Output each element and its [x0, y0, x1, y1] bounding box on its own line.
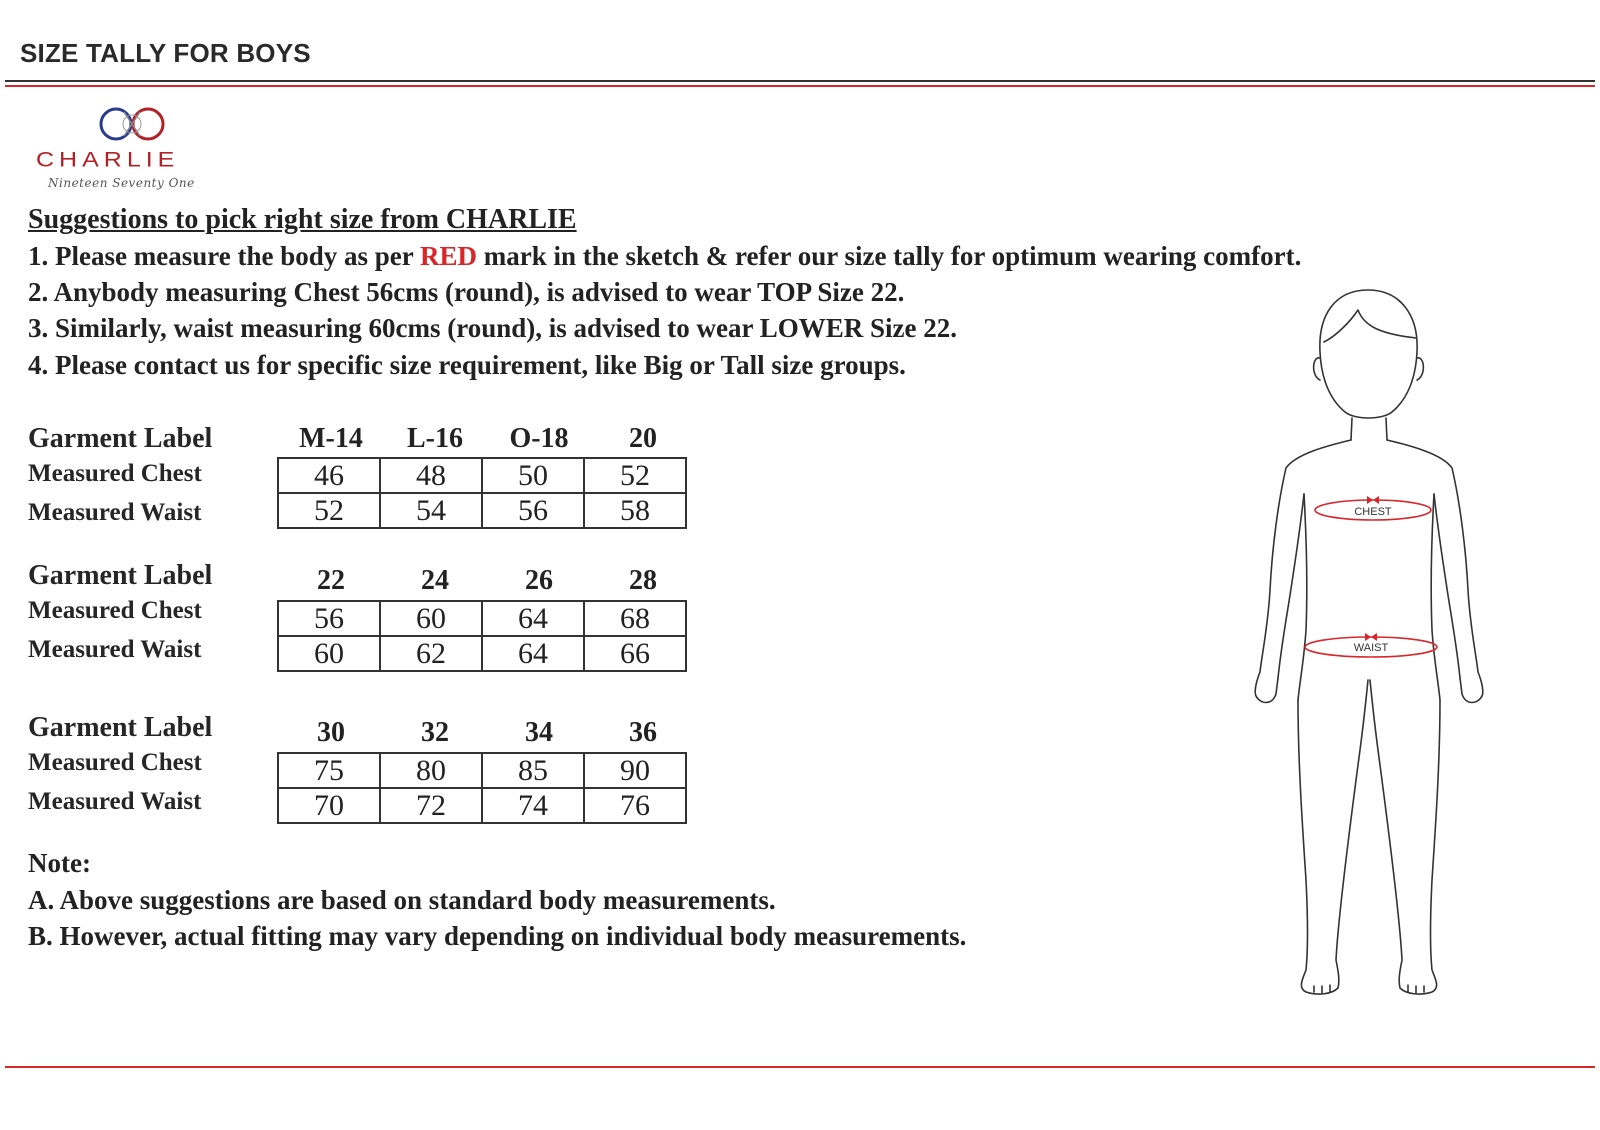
size-header: 22 [317, 565, 345, 596]
note-title: Note: [28, 848, 91, 878]
size-header: 30 [317, 717, 345, 748]
logo-rings-icon [34, 104, 234, 148]
waist-cell: 72 [380, 788, 482, 823]
size-header: 34 [525, 717, 553, 748]
waist-row [278, 636, 686, 671]
page-title: SIZE TALLY FOR BOYS [20, 38, 311, 68]
boy-body-sketch [1240, 280, 1500, 1000]
chest-cell: 90 [584, 753, 686, 788]
chest-cell: 52 [584, 458, 686, 493]
size-table-2 [277, 600, 687, 672]
size-header: 28 [629, 565, 657, 596]
suggestion-line-3: 3. Similarly, waist measuring 60cms (round), is advised to wear LOWER Size 22. [28, 313, 958, 343]
size-header: M-14 [299, 423, 363, 454]
size-header: 26 [525, 565, 553, 596]
garment-label-heading: Garment Label [28, 712, 213, 743]
waist-cell: 64 [482, 636, 584, 671]
header-rule-red [5, 85, 1595, 87]
measured-chest-label: Measured Chest [28, 460, 202, 487]
garment-label-heading: Garment Label [28, 423, 213, 454]
brand-name: CHARLIE [36, 148, 180, 172]
waist-mark [1305, 633, 1437, 657]
garment-label-heading: Garment Label [28, 560, 213, 591]
waist-row [278, 493, 686, 528]
chest-row [278, 458, 686, 493]
note-a: A. Above suggestions are based on standard body measurements. [28, 885, 776, 915]
size-table-3 [277, 752, 687, 824]
chest-cell: 80 [380, 753, 482, 788]
size-header: 24 [421, 565, 449, 596]
size-header: 20 [629, 423, 657, 454]
measured-chest-label: Measured Chest [28, 597, 202, 624]
size-header: O-18 [509, 423, 569, 454]
waist-cell: 52 [278, 493, 380, 528]
chest-cell: 64 [482, 601, 584, 636]
waist-mark-label: WAIST [1353, 642, 1389, 654]
brand-logo [34, 104, 234, 194]
size-table-1 [277, 457, 687, 529]
measured-waist-label: Measured Waist [28, 499, 202, 526]
measured-chest-label: Measured Chest [28, 749, 202, 776]
measured-waist-label: Measured Waist [28, 636, 202, 663]
waist-cell: 76 [584, 788, 686, 823]
size-header: L-16 [407, 423, 463, 454]
suggestion-1-suffix: mark in the sketch & refer our size tally for optimum wearing comfort. [477, 241, 1302, 271]
waist-row [278, 788, 686, 823]
waist-cell: 74 [482, 788, 584, 823]
size-header: 36 [629, 717, 657, 748]
waist-cell: 56 [482, 493, 584, 528]
waist-cell: 54 [380, 493, 482, 528]
measured-waist-label: Measured Waist [28, 788, 202, 815]
suggestion-line-1 [28, 241, 1301, 272]
red-highlight: RED [419, 241, 477, 271]
chest-row [278, 753, 686, 788]
waist-cell: 62 [380, 636, 482, 671]
size-header: 32 [421, 717, 449, 748]
chest-cell: 56 [278, 601, 380, 636]
chest-cell: 48 [380, 458, 482, 493]
chest-cell: 46 [278, 458, 380, 493]
suggestions-heading: Suggestions to pick right size from CHARLIE [28, 204, 577, 235]
waist-cell: 66 [584, 636, 686, 671]
brand-tagline: Nineteen Seventy One [48, 176, 195, 190]
chest-cell: 75 [278, 753, 380, 788]
suggestion-1-prefix: 1. Please measure the body as per [28, 241, 420, 271]
note-b: B. However, actual fitting may vary depending on individual body measurements. [28, 921, 967, 951]
footer-rule-red [5, 1066, 1595, 1068]
chest-cell: 60 [380, 601, 482, 636]
chest-mark [1315, 496, 1431, 520]
chest-row [278, 601, 686, 636]
chest-mark-label: CHEST [1354, 506, 1392, 518]
header-rule-dark [5, 80, 1595, 82]
waist-cell: 58 [584, 493, 686, 528]
chest-cell: 68 [584, 601, 686, 636]
chest-cell: 50 [482, 458, 584, 493]
chest-cell: 85 [482, 753, 584, 788]
suggestion-line-4: 4. Please contact us for specific size requirement, like Big or Tall size groups. [28, 350, 906, 380]
waist-cell: 60 [278, 636, 380, 671]
waist-cell: 70 [278, 788, 380, 823]
suggestion-line-2: 2. Anybody measuring Chest 56cms (round), is advised to wear TOP Size 22. [28, 277, 905, 307]
